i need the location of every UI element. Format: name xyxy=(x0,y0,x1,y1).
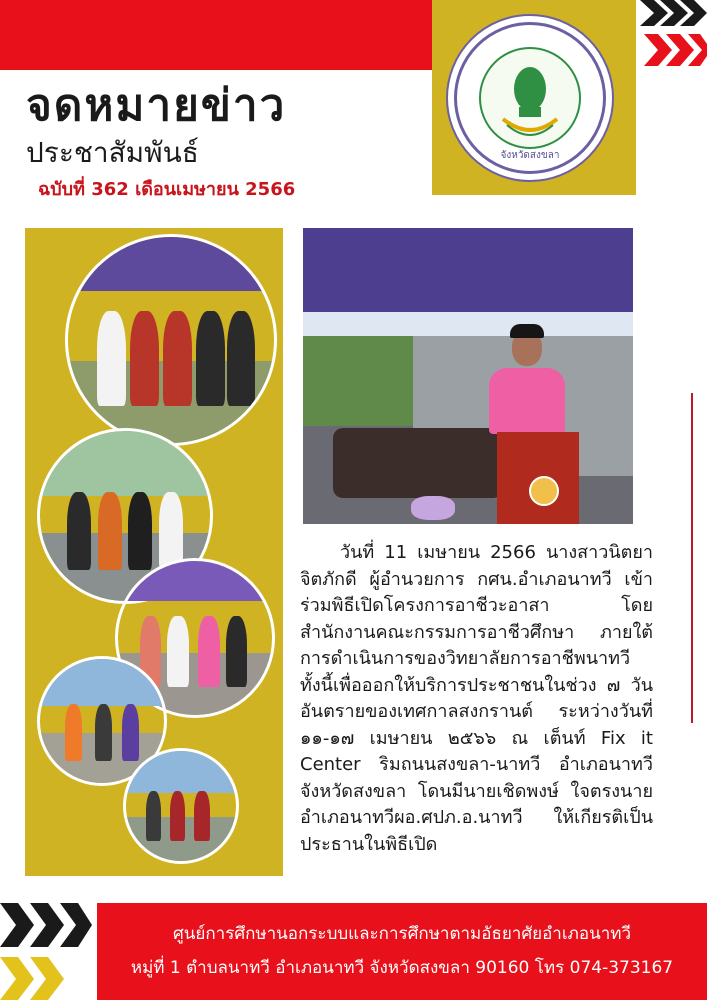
footer-address: หมู่ที่ 1 ตำบลนาทวี อำเภอนาทวี จังหวัดสงขลา 90160 โทร 074-373167 xyxy=(130,958,674,978)
emblem-icon xyxy=(481,49,579,147)
chevron-group-top xyxy=(640,0,707,70)
page-subtitle: ประชาสัมพันธ์ xyxy=(26,136,199,169)
article-body: วันที่ 11 เมษายน 2566 นางสาวนิตยา จิตภักดี ผู้อำนวยการ กศน.อำเภอนาทวี เข้าร่วมพิธีเปิดโครงการอาชีวะอาสา โดยสำนักงานคณะกรรมการอาชีวศึกษา ภายใต้การดำเนินการของวิทยาลัยการอาชีพนาทวี ทั้งนี้เพื่อออกให้บริการประชาชนในช่วง ๗ วันอันตรายของเทศกาลสงกรานต์ ระหว่างวันที่ ๑๑-๑๗ เมษายน ๒๕๖๖ ณ เต็นท์ Fix it Center ริมถนนสงขลา-นาทวี อำเภอนาทวี จังหวัดสงขลา โดนมีนายเชิดพงษ์ ใจตรงนายอำเภอนาทวีผอ.ศปภ.อ.นาทวี ให้เกียรติเป็นประธานในพิธีเปิด xyxy=(300,542,653,855)
footer-org-name: ศูนย์การศึกษานอกระบบและการศึกษาตามอัธยาศัยอำเภอนาทวี xyxy=(173,924,631,944)
chevron-right-icon xyxy=(0,903,92,947)
photo-gallery-panel xyxy=(25,228,283,876)
accent-divider xyxy=(691,393,693,723)
chevron-right-icon xyxy=(640,0,707,26)
gallery-photo-5 xyxy=(123,748,239,864)
chevron-right-icon xyxy=(644,34,707,66)
footer-banner xyxy=(97,903,707,1000)
page-title: จดหมายข่าว xyxy=(26,80,287,131)
issue-label: ฉบับที่ 362 เดือนเมษายน 2566 xyxy=(38,179,296,200)
logo-province-text: จังหวัดสงขลา xyxy=(500,150,560,161)
gallery-photo-1 xyxy=(65,234,277,446)
main-event-photo xyxy=(303,228,633,524)
chevron-right-icon xyxy=(0,957,64,1000)
chevron-group-bottom xyxy=(0,903,92,1000)
logo-emblem xyxy=(479,47,581,149)
